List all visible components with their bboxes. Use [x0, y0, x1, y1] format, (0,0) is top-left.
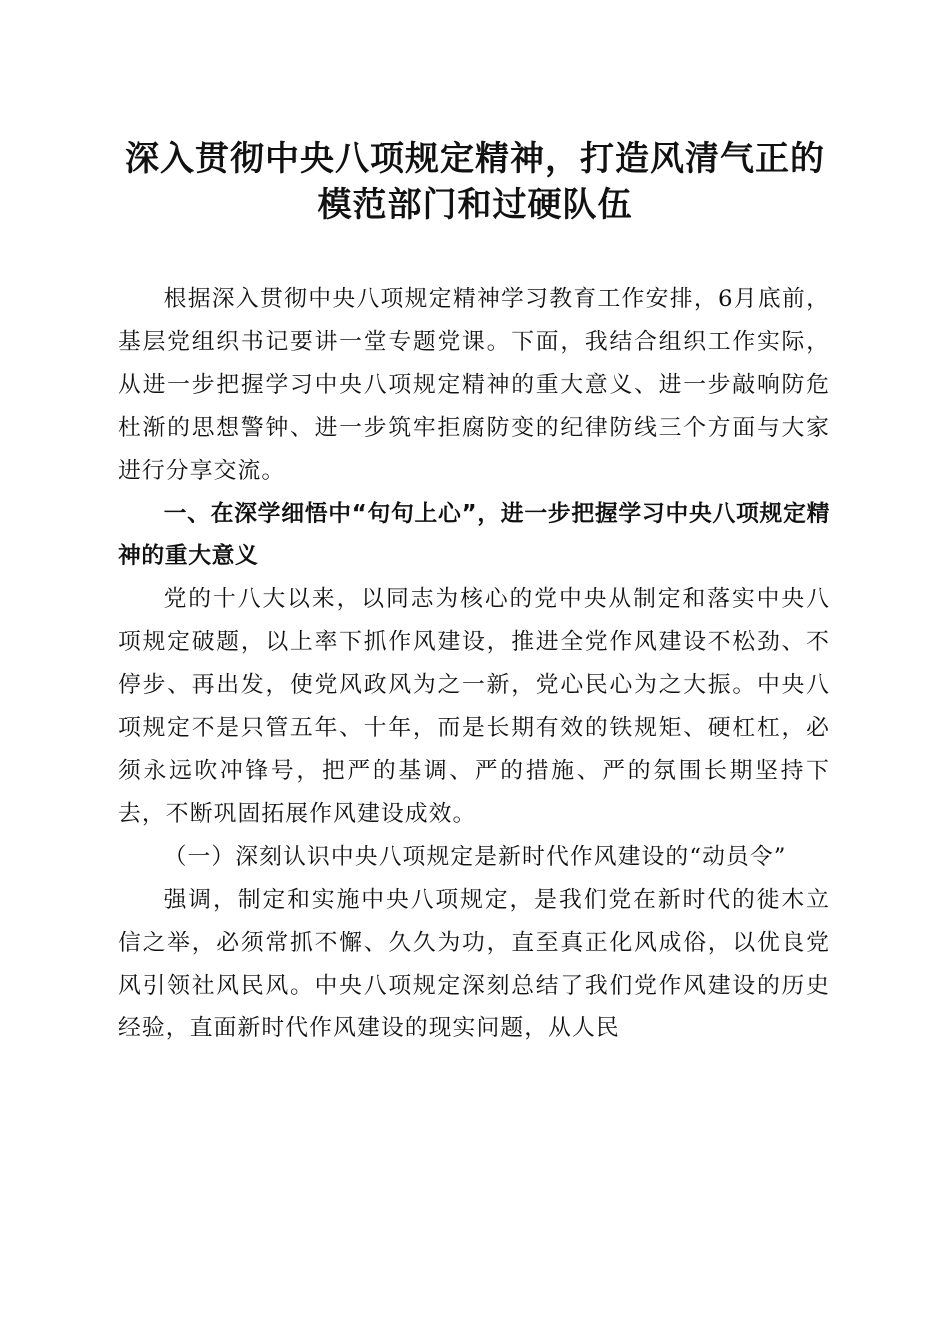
document-body [118, 278, 830, 1050]
title-line-2: 模范部门和过硬队伍 [317, 185, 633, 225]
title-line-1: 深入贯彻中央八项规定精神，打造风清气正的 [125, 139, 825, 179]
body-paragraph: 强调，制定和实施中央八项规定，是我们党在新时代的徙木立信之举，必须常抓不懈、久久为功，直至真正化风成俗，以优良党风引领社风民风。中央八项规定深刻总结了我们党作风建设的历史经验，直面新时代作风建设的现实问题，从人民 [118, 886, 830, 1042]
body-paragraph: 党的十八大以来，以同志为核心的党中央从制定和落实中央八项规定破题，以上率下抓作风建设，推进全党作风建设不松劲、不停步、再出发，使党风政风为之一新，党心民心为之大振。中央八项规定不是只管五年、十年，而是长期有效的铁规矩、硬杠杠，必须永远吹冲锋号，把严的基调、严的措施、严的氛围长期坚持下去，不断巩固拓展作风建设成效。 [118, 586, 830, 827]
section-heading-1: 一、在深学细悟中“句句上心”，进一步把握学习中央八项规定精神的重大意义 [118, 500, 830, 570]
intro-paragraph: 根据深入贯彻中央八项规定精神学习教育工作安排，6月底前，基层党组织书记要讲一堂专题党课。下面，我结合组织工作实际，从进一步把握学习中央八项规定精神的重大意义、进一步敲响防危杜渐的思想警钟、进一步筑牢拒腐防变的纪律防线三个方面与大家进行分享交流。 [118, 286, 830, 484]
subsection-heading-1: （一）深刻认识中央八项规定是新时代作风建设的“动员令” [163, 843, 787, 870]
document-title [100, 136, 850, 228]
